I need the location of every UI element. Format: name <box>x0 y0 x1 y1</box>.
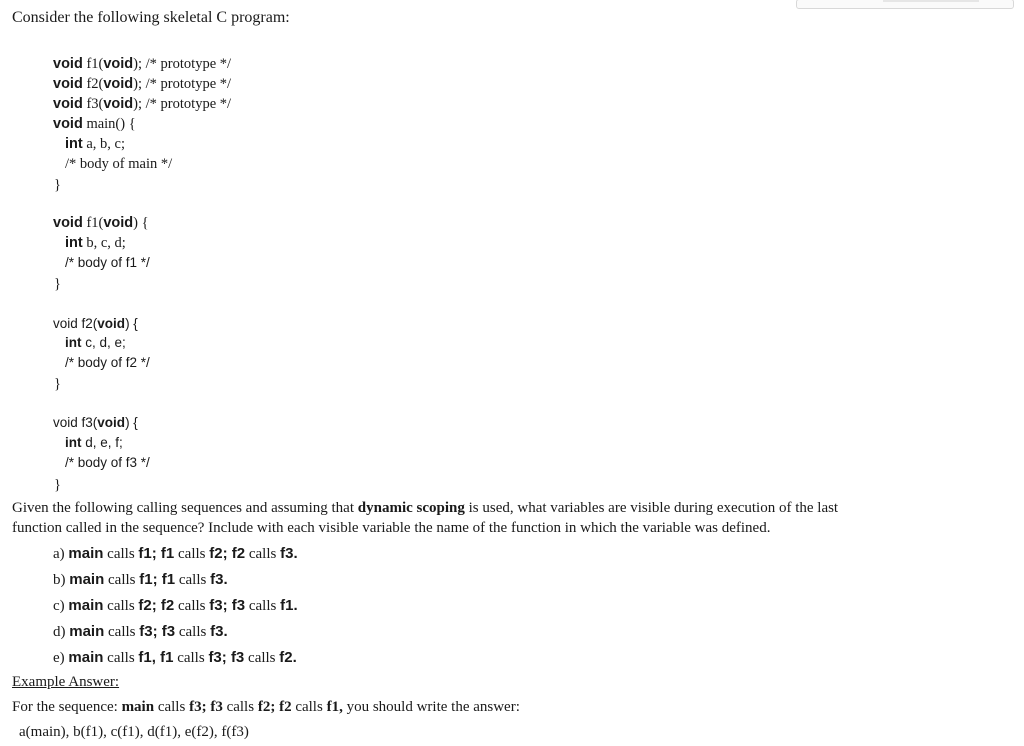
sequence-e: e) main calls f1, f1 calls f3; f3 calls f2. <box>53 649 297 666</box>
code-line-f2-close: } <box>54 376 61 392</box>
example-heading: Example Answer: <box>12 674 120 690</box>
code-line-proto-f3: void f3(void); /* prototype */ <box>53 96 232 112</box>
intro-text: Consider the following skeletal C program: <box>12 9 290 26</box>
code-line-f2-body: /* body of f2 */ <box>65 355 150 370</box>
example-answer: a(main), b(f1), c(f1), d(f1), e(f2), f(f3) <box>19 724 249 740</box>
code-line-main-close: } <box>54 177 61 193</box>
sequence-b: b) main calls f1; f1 calls f3. <box>53 571 228 588</box>
code-line-main-body: /* body of main */ <box>65 156 173 172</box>
code-line-f3-close: } <box>54 477 61 493</box>
sequence-a: a) main calls f1; f1 calls f2; f2 calls f3. <box>53 545 298 562</box>
code-line-f1-body: /* body of f1 */ <box>65 255 150 270</box>
code-line-proto-f1: void f1(void); /* prototype */ <box>53 56 232 72</box>
code-line-f1-close: } <box>54 276 61 292</box>
question-line-2: function called in the sequence? Include with each visible variable the name of the function in which the variable was defined. <box>12 520 771 536</box>
code-line-f3-vars: int d, e, f; <box>65 435 123 450</box>
code-line-f2-sig: void f2(void) { <box>53 316 138 331</box>
question-line-1: Given the following calling sequences and assuming that dynamic scoping is used, what variables are visible during execution of the last <box>12 500 839 516</box>
top-right-panel-tab <box>883 0 979 2</box>
sequence-c: c) main calls f2; f2 calls f3; f3 calls f1. <box>53 597 298 614</box>
code-line-f1-vars: int b, c, d; <box>65 235 126 251</box>
code-line-main-sig: void main() { <box>53 116 136 132</box>
code-line-f1-sig: void f1(void) { <box>53 215 149 231</box>
top-right-panel-edge <box>796 0 1014 9</box>
code-line-main-vars: int a, b, c; <box>65 136 125 152</box>
example-sequence: For the sequence: main calls f3; f3 calls f2; f2 calls f1, you should write the answer: <box>12 699 520 715</box>
code-line-f2-vars: int c, d, e; <box>65 335 126 350</box>
code-line-f3-body: /* body of f3 */ <box>65 455 150 470</box>
sequence-d: d) main calls f3; f3 calls f3. <box>53 623 228 640</box>
code-line-f3-sig: void f3(void) { <box>53 415 138 430</box>
code-line-proto-f2: void f2(void); /* prototype */ <box>53 76 232 92</box>
